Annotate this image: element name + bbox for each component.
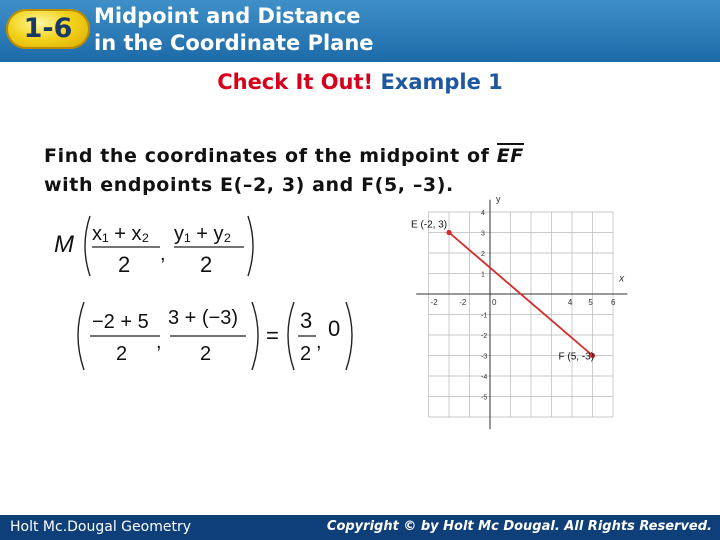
y-axis-label: y [496, 193, 501, 204]
coordinate-graph [410, 193, 630, 417]
title-line-2: in the Coordinate Plane [94, 31, 374, 55]
example-label: Example 1 [380, 70, 503, 94]
midpoint-work [40, 210, 380, 380]
x-tick-label: -2 [459, 298, 467, 307]
y-denominator: 2 [200, 343, 212, 365]
right-paren [346, 302, 352, 370]
footer-publisher: Holt Mc.Dougal Geometry [10, 519, 191, 535]
right-paren [252, 302, 258, 370]
right-paren [248, 216, 253, 276]
x-tick-label: 0 [492, 298, 497, 307]
left-paren [85, 216, 90, 276]
equals-sign: = [266, 323, 279, 348]
x-axis-label: x [619, 273, 625, 285]
result-denominator: 2 [300, 343, 312, 365]
y-numerator: 3 + (−3) [168, 307, 239, 329]
segment-ef: EF [497, 142, 524, 171]
title-line-1: Midpoint and Distance [94, 4, 361, 28]
formula-comma: , [160, 243, 166, 265]
y-tick-label: -4 [481, 374, 488, 381]
y-tick-label: -5 [481, 394, 488, 402]
check-it-out-label: Check It Out! [217, 70, 374, 94]
header-bar [0, 0, 720, 62]
y-tick-label: 1 [481, 271, 485, 279]
point-f-label: F (5, -3) [558, 351, 595, 363]
left-paren [288, 302, 294, 370]
footer-copyright: Copyright © by Holt Mc Dougal. All Rights Reserved. [326, 519, 712, 534]
problem-statement [44, 142, 524, 200]
y-tick-label: 3 [481, 230, 485, 238]
x-tick-label: -2 [430, 298, 438, 307]
y-sum: y₁ + y₂ [174, 223, 232, 245]
result-y: 0 [328, 316, 341, 341]
problem-line-1-text: Find the coordinates of the midpoint of [44, 145, 497, 167]
x-tick-labels [431, 298, 616, 307]
x-denominator: 2 [116, 343, 128, 365]
y-tick-label: 4 [481, 210, 485, 217]
substitution-comma: , [156, 331, 162, 353]
x-sum: x₁ + x₂ [92, 223, 150, 245]
graph-grid [429, 212, 614, 417]
y-tick-label: -3 [481, 353, 488, 361]
lesson-title [94, 3, 374, 57]
point-e-label: E (-2, 3) [411, 219, 448, 231]
problem-line-1 [44, 142, 524, 171]
result-numerator: 3 [300, 308, 313, 333]
lesson-number: 1-6 [23, 13, 73, 44]
x-tick-label: 4 [567, 298, 573, 307]
left-paren [78, 302, 84, 370]
y-tick-label: -2 [481, 333, 488, 340]
x-numerator: −2 + 5 [92, 311, 149, 333]
x-tick-label: 6 [610, 298, 616, 307]
footer-bar [0, 515, 720, 540]
result-comma: , [316, 331, 322, 353]
x-tick-label: 5 [588, 298, 593, 307]
point-e [446, 230, 451, 235]
example-heading [0, 70, 720, 94]
problem-line-2: with endpoints E(–2, 3) and F(5, –3). [44, 174, 454, 196]
y-tick-label: 2 [481, 251, 485, 258]
lesson-badge [6, 9, 90, 49]
y-tick-labels [481, 210, 487, 402]
x-denominator: 2 [118, 252, 131, 277]
y-denominator: 2 [200, 252, 213, 277]
m-symbol: M [54, 231, 74, 258]
y-tick-label: -1 [481, 312, 488, 320]
